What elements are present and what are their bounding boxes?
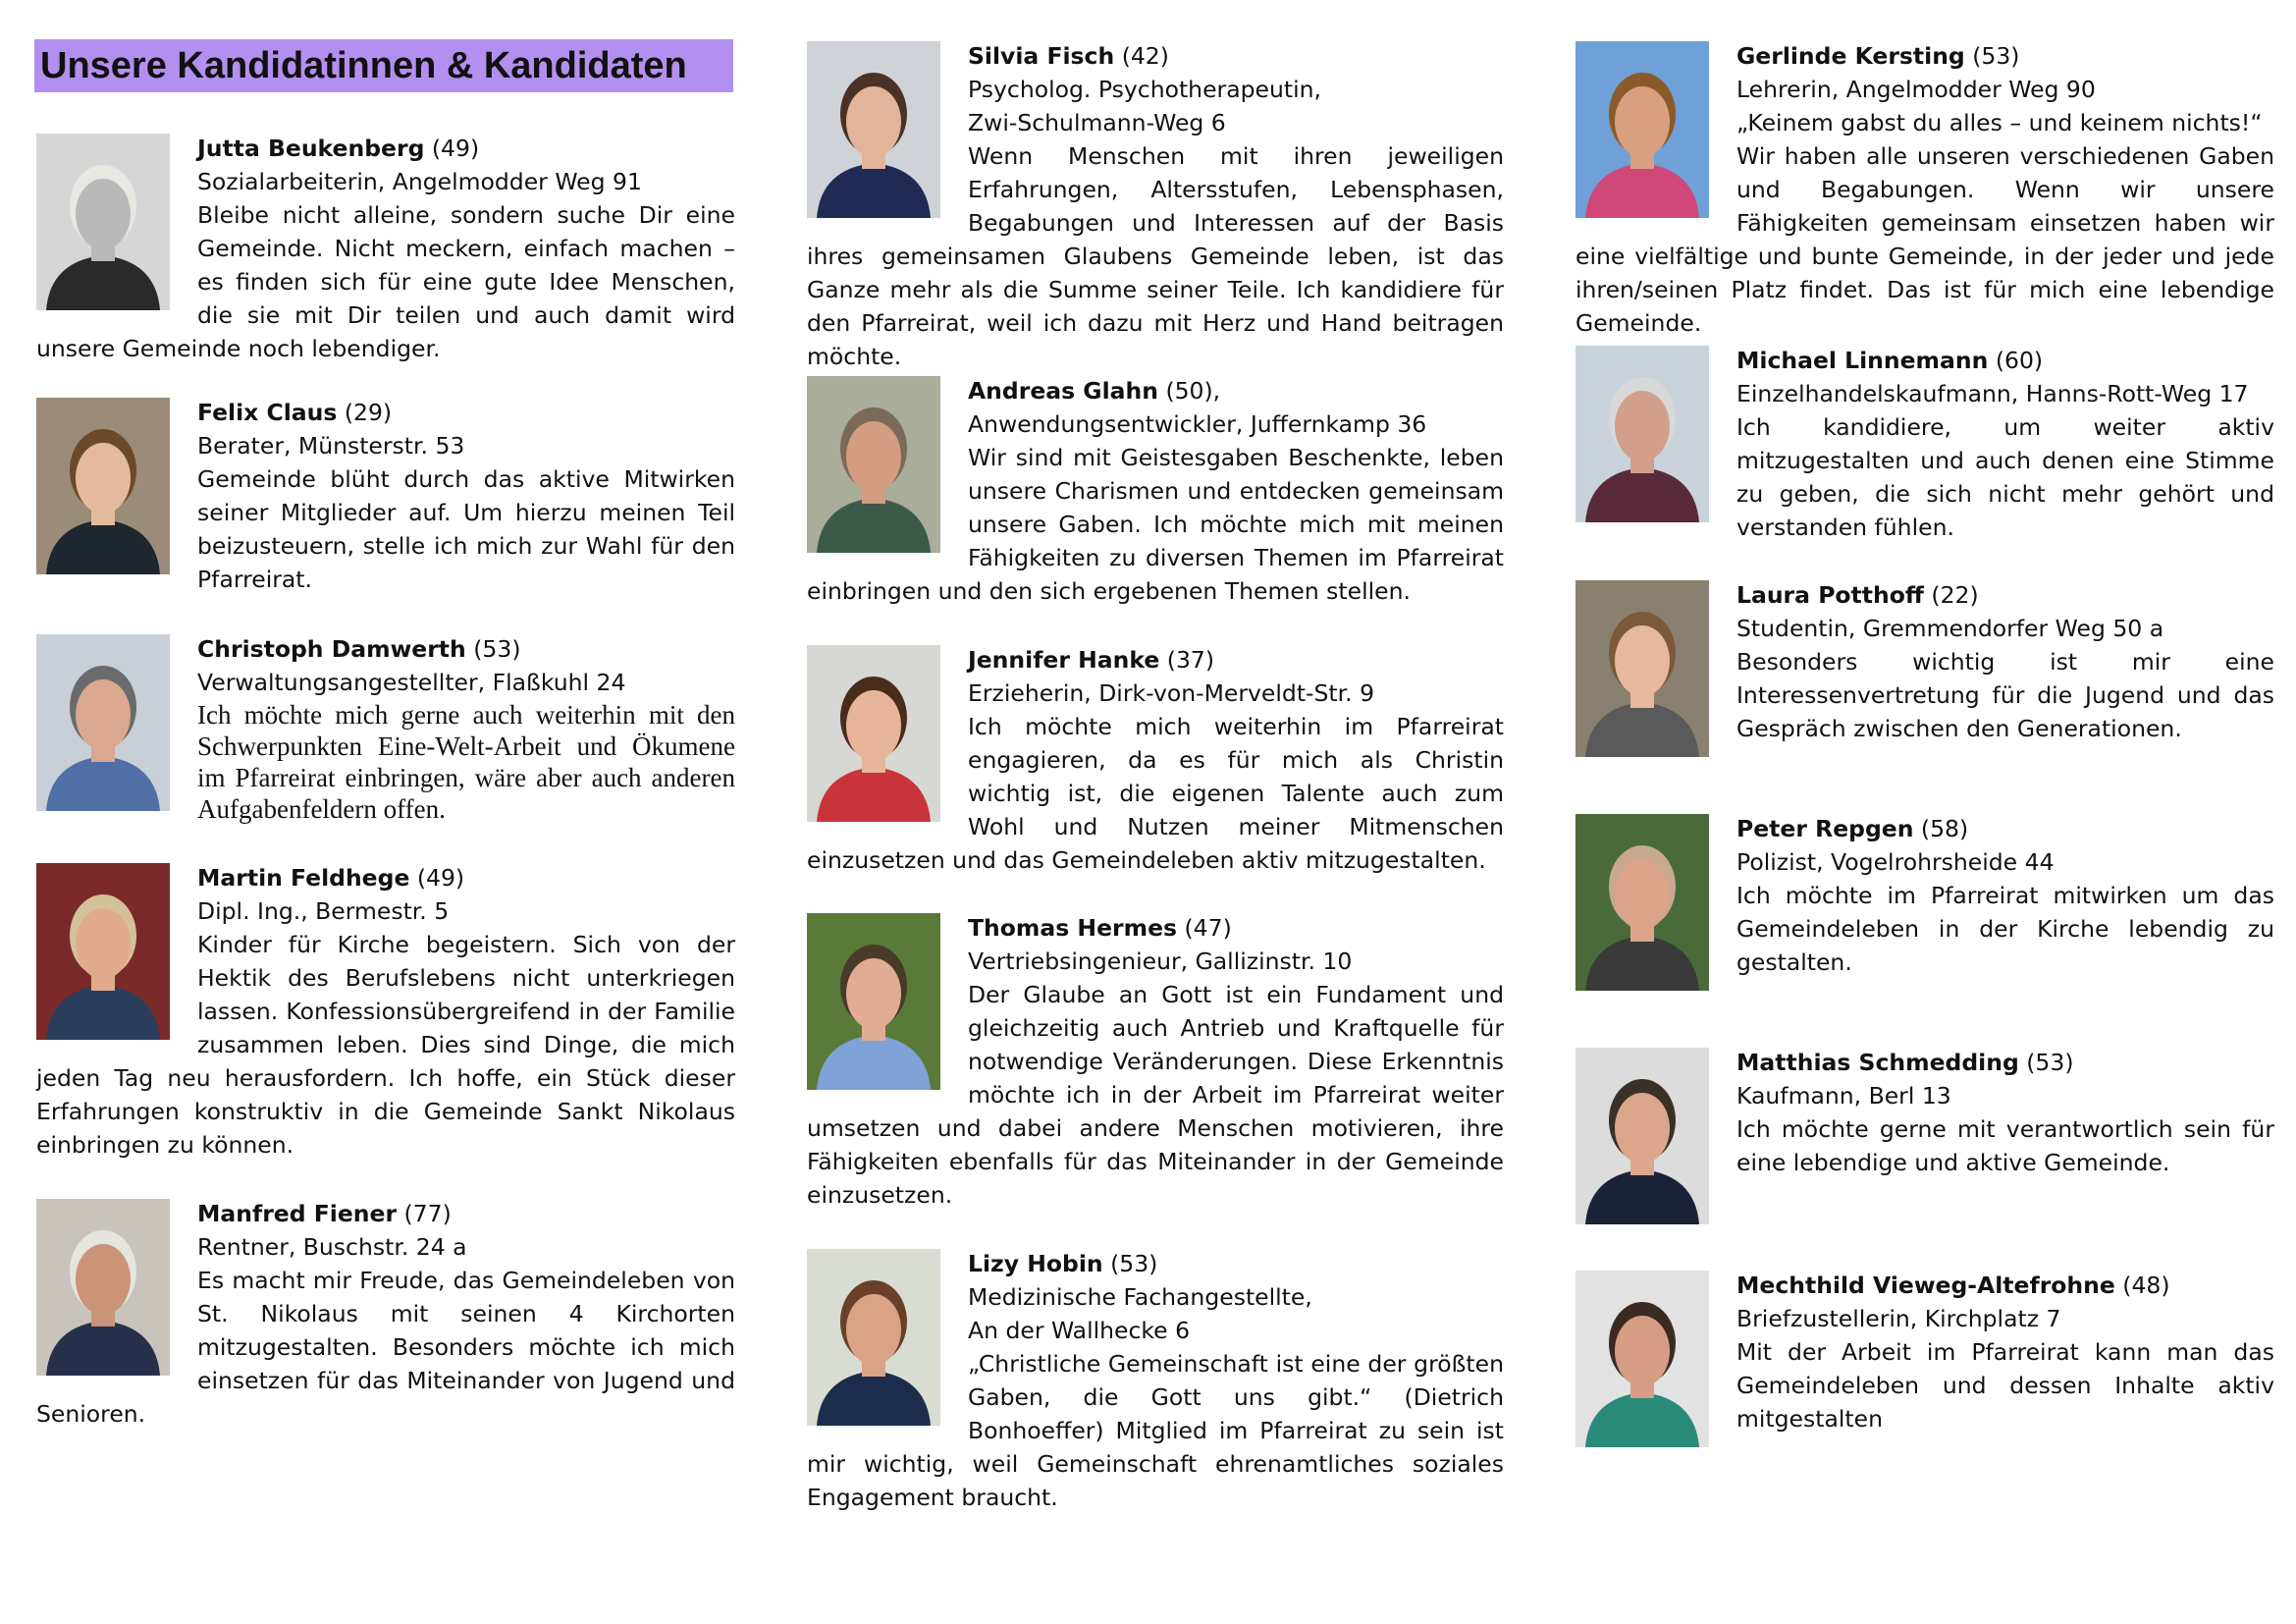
candidate-card xyxy=(807,39,1504,373)
candidate-statement: Wir sind mit Geistesgaben Beschenkte, leben unsere Charismen und entdecken gemeinsam unsere Gaben. Ich möchte mich mit meinen Fähigkeiten zu diversen Themen im Pfarreirat einbringen und den sich ergebenen Themen stellen. xyxy=(807,444,1504,605)
candidate-detail: Zwi-Schulmann-Weg 6 xyxy=(968,109,1226,136)
candidate-detail: Rentner, Buschstr. 24 a xyxy=(197,1233,467,1261)
candidate-photo xyxy=(1575,814,1709,991)
candidate-age: (22) xyxy=(1923,581,1979,609)
candidate-age: (48) xyxy=(2114,1272,2170,1299)
candidate-statement: Mit der Arbeit im Pfarreirat kann man das Gemeindeleben und dessen Inhalte aktiv mitgestalten xyxy=(1736,1338,2274,1433)
candidate-card xyxy=(1575,578,2274,757)
candidate-age: (50), xyxy=(1157,377,1221,405)
candidate-photo xyxy=(36,1199,170,1376)
candidate-statement: „Christliche Gemeinschaft ist eine der größten Gaben, die Gott uns gibt.“ (Dietrich Bonhoeffer) Mitglied im Pfarreirat zu sein ist mir wichtig, weil Gemeinschaft ehrenamtliches soziales Engagement braucht. xyxy=(807,1350,1504,1511)
candidate-name: Matthias Schmedding xyxy=(1736,1049,2019,1076)
candidate-detail: Vertriebsingenieur, Gallizinstr. 10 xyxy=(968,947,1353,975)
candidate-age: (53) xyxy=(1102,1250,1158,1277)
candidate-name: Thomas Hermes xyxy=(968,914,1178,942)
candidate-detail: Einzelhandelskaufmann, Hanns-Rott-Weg 17 xyxy=(1736,380,2249,407)
candidate-age: (58) xyxy=(1913,815,1969,842)
candidate-detail: Polizist, Vogelrohrsheide 44 xyxy=(1736,848,2055,876)
candidate-statement: Ich möchte mich weiterhin im Pfarreirat engagieren, da es für mich als Christin wichtig ist, die eigenen Talente auch zum Wohl und Nutzen meiner Mitmenschen einzusetzen und das Gemeindeleben aktiv mitzugestalten. xyxy=(807,713,1504,874)
candidate-card xyxy=(1575,812,2274,991)
candidate-name: Michael Linnemann xyxy=(1736,347,1989,374)
candidate-card xyxy=(807,911,1504,1212)
candidate-photo xyxy=(807,376,940,553)
candidate-age: (49) xyxy=(424,135,480,162)
candidate-photo xyxy=(36,634,170,811)
candidate-card xyxy=(807,643,1504,877)
candidate-age: (53) xyxy=(2018,1049,2074,1076)
candidate-photo xyxy=(36,134,170,310)
candidate-statement: Ich kandidiere, um weiter aktiv mitzugestalten und auch denen eine Stimme zu geben, die sich nicht mehr gehört und verstanden fühlen. xyxy=(1736,413,2274,541)
candidate-statement: Wir haben alle unseren verschiedenen Gaben und Begabungen. Wenn wir unsere Fähigkeiten gemeinsam einsetzen haben wir eine vielfältige und bunte Gemeinde, in der jeder und jede ihren/seinen Platz findet. Das ist für mich eine lebendige Gemeinde. xyxy=(1575,142,2274,337)
candidate-detail: Erzieherin, Dirk-von-Merveldt-Str. 9 xyxy=(968,679,1375,707)
candidate-card xyxy=(807,374,1504,608)
candidate-statement: Ich möchte mich gerne auch weiterhin mit den Schwerpunkten Eine-Welt-Arbeit und Ökumene im Pfarreirat einbringen, wäre aber auch anderen Aufgabenfeldern offen. xyxy=(197,700,735,824)
candidate-detail: Anwendungsentwickler, Juffernkamp 36 xyxy=(968,410,1427,438)
candidate-name: Silvia Fisch xyxy=(968,42,1115,70)
candidate-age: (77) xyxy=(397,1200,452,1227)
candidate-detail: Sozialarbeiterin, Angelmodder Weg 91 xyxy=(197,168,642,195)
candidate-name: Laura Potthoff xyxy=(1736,581,1924,609)
candidate-age: (53) xyxy=(1964,42,2020,70)
candidate-name: Peter Repgen xyxy=(1736,815,1914,842)
candidate-name: Manfred Fiener xyxy=(197,1200,398,1227)
candidate-photo xyxy=(807,645,940,822)
candidate-age: (47) xyxy=(1177,914,1232,942)
candidate-card xyxy=(36,1197,735,1431)
candidate-photo xyxy=(1575,41,1709,218)
candidate-card xyxy=(1575,1269,2274,1447)
candidate-name: Felix Claus xyxy=(197,399,338,426)
candidate-name: Martin Feldhege xyxy=(197,864,410,892)
candidate-detail: Briefzustellerin, Kirchplatz 7 xyxy=(1736,1305,2061,1332)
candidate-age: (49) xyxy=(409,864,465,892)
candidate-card xyxy=(36,132,735,365)
candidate-photo xyxy=(1575,1048,1709,1224)
candidate-photo xyxy=(36,863,170,1040)
candidate-statement: Gemeinde blüht durch das aktive Mitwirken seiner Mitglieder auf. Um hierzu meinen Teil beizusteuern, stelle ich mich zur Wahl für den Pfarreirat. xyxy=(197,465,735,593)
candidate-statement: Kinder für Kirche begeistern. Sich von der Hektik des Berufslebens nicht unterkriegen lassen. Konfessionsübergreifend in der Familie zusammen leben. Dies sind Dinge, die mich jeden Tag neu herausfordern. Ich hoffe, ein Stück dieser Erfahrungen konstruktiv in die Gemeinde Sankt Nikolaus einbringen zu können. xyxy=(36,931,735,1159)
candidate-name: Mechthild Vieweg-Altefrohne xyxy=(1736,1272,2115,1299)
candidate-name: Jutta Beukenberg xyxy=(197,135,425,162)
candidate-statement: Wenn Menschen mit ihren jeweiligen Erfahrungen, Altersstufen, Lebensphasen, Begabungen und Interessen auf der Basis ihres gemeinsamen Glaubens Gemeinde leben, ist das Ganze mehr als die Summe seiner Teile. Ich kandidiere für den Pfarreirat, weil ich dazu mit Herz und Hand beitragen möchte. xyxy=(807,142,1504,370)
candidate-detail: Psycholog. Psychotherapeutin, xyxy=(968,76,1321,103)
candidate-detail: Verwaltungsangestellter, Flaßkuhl 24 xyxy=(197,669,626,696)
candidate-age: (53) xyxy=(465,635,521,663)
candidate-card xyxy=(36,396,735,596)
candidate-photo xyxy=(36,398,170,574)
candidate-card xyxy=(1575,344,2274,544)
candidate-detail: Medizinische Fachangestellte, xyxy=(968,1283,1312,1311)
candidate-photo xyxy=(1575,580,1709,757)
candidate-name: Andreas Glahn xyxy=(968,377,1158,405)
candidate-card xyxy=(1575,1046,2274,1224)
candidate-photo xyxy=(1575,1271,1709,1447)
candidate-detail: Dipl. Ing., Bermestr. 5 xyxy=(197,897,450,925)
candidate-detail: Studentin, Gremmendorfer Weg 50 a xyxy=(1736,615,2164,642)
candidate-name: Gerlinde Kersting xyxy=(1736,42,1965,70)
candidate-photo xyxy=(807,41,940,218)
candidate-card xyxy=(36,861,735,1162)
candidate-statement: Besonders wichtig ist mir eine Interessenvertretung für die Jugend und das Gespräch zwischen den Generationen. xyxy=(1736,648,2274,742)
candidate-statement: Ich möchte im Pfarreirat mitwirken um das Gemeindeleben in der Kirche lebendig zu gestalten. xyxy=(1736,882,2274,976)
candidate-card xyxy=(1575,39,2274,340)
candidate-card xyxy=(36,632,735,825)
candidate-name: Christoph Damwerth xyxy=(197,635,466,663)
candidate-detail: Berater, Münsterstr. 53 xyxy=(197,432,465,460)
candidate-statement: Der Glaube an Gott ist ein Fundament und gleichzeitig auch Antrieb und Kraftquelle für notwendige Veränderungen. Diese Erkenntnis möchte ich in der Arbeit im Pfarreirat weiter umsetzen und dabei andere Menschen motivieren, ihre Fähigkeiten ebenfalls für das Miteinander in der Gemeinde einzusetzen. xyxy=(807,981,1504,1209)
candidate-name: Lizy Hobin xyxy=(968,1250,1103,1277)
candidate-photo xyxy=(1575,346,1709,522)
candidate-detail: Lehrerin, Angelmodder Weg 90 xyxy=(1736,76,2096,103)
page-title: Unsere Kandidatinnen & Kandidaten xyxy=(34,39,733,92)
candidate-age: (37) xyxy=(1159,646,1215,674)
candidate-statement: Ich möchte gerne mit verantwortlich sein für eine lebendige und aktive Gemeinde. xyxy=(1736,1115,2274,1176)
candidate-statement: Es macht mir Freude, das Gemeindeleben von St. Nikolaus mit seinen 4 Kirchorten mitzugestalten. Besonders möchte ich mich einsetzen für das Miteinander von Jugend und Senioren. xyxy=(36,1267,735,1428)
candidate-photo xyxy=(807,913,940,1090)
candidate-photo xyxy=(807,1249,940,1426)
candidate-name: Jennifer Hanke xyxy=(968,646,1160,674)
candidate-card xyxy=(807,1247,1504,1514)
candidate-age: (42) xyxy=(1114,42,1169,70)
candidate-age: (29) xyxy=(337,399,393,426)
candidate-detail: „Keinem gabst du alles – und keinem nichts!“ xyxy=(1736,109,2263,136)
candidate-statement: Bleibe nicht alleine, sondern suche Dir eine Gemeinde. Nicht meckern, einfach machen – es finden sich für eine gute Idee Menschen, die sie mit Dir teilen und auch damit wird unsere Gemeinde noch lebendiger. xyxy=(36,201,735,362)
candidate-age: (60) xyxy=(1988,347,2044,374)
candidate-detail: Kaufmann, Berl 13 xyxy=(1736,1082,1951,1110)
candidate-detail: An der Wallhecke 6 xyxy=(968,1317,1191,1344)
